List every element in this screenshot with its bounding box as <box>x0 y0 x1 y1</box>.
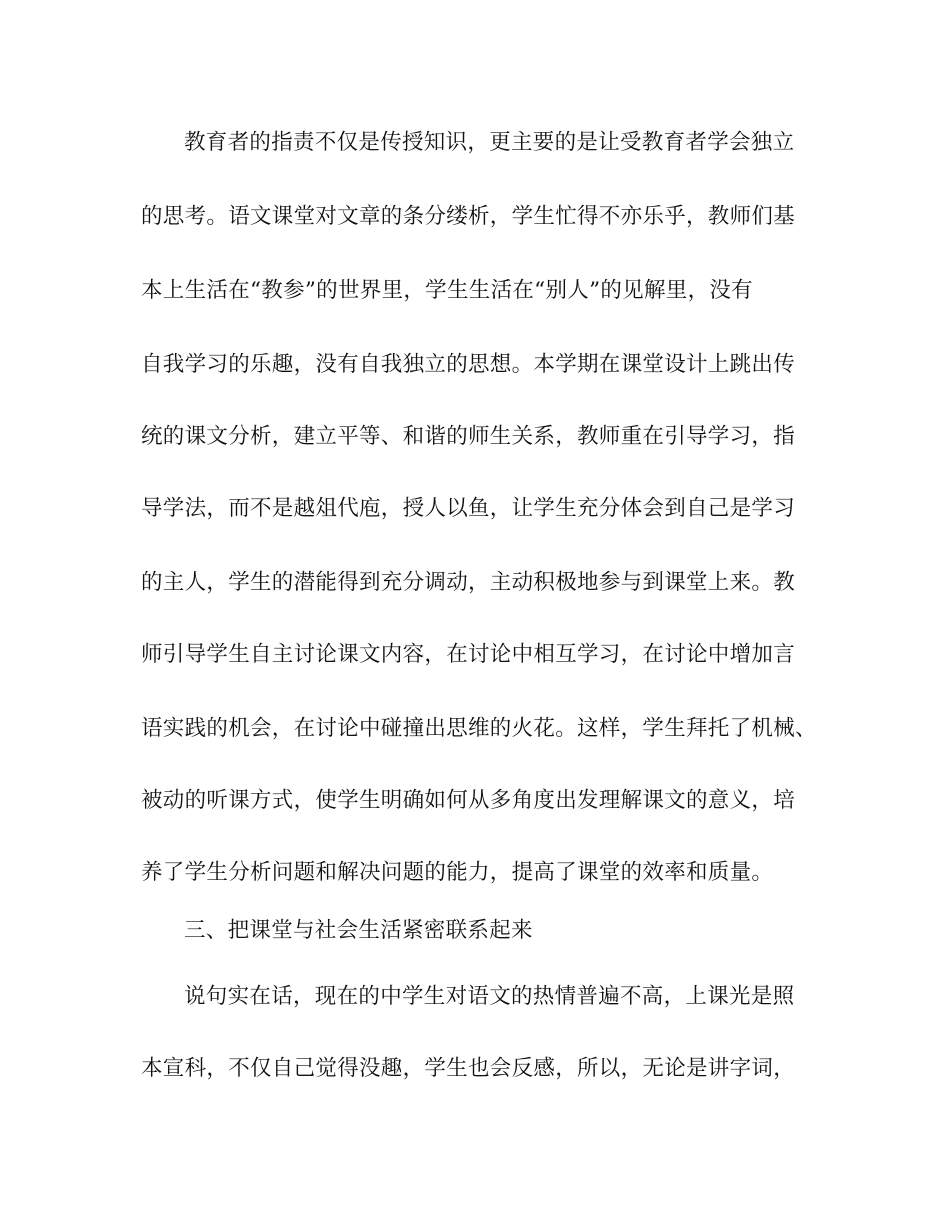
paragraph-line: 师引导学生自主讨论课文内容，在讨论中相互学习，在讨论中增加言 <box>141 642 796 667</box>
paragraph-line: 被动的听课方式，使学生明确如何从多角度出发理解课文的意义，培 <box>141 788 796 813</box>
paragraph-line: 本宣科，不仅自己觉得没趣，学生也会反感，所以，无论是讲字词， <box>141 1056 796 1081</box>
paragraph-line: 的主人，学生的潜能得到充分调动，主动积极地参与到课堂上来。教 <box>141 570 796 595</box>
paragraph-line: 本上生活在“教参”的世界里，学生生活在“别人”的见解里，没有 <box>141 278 753 303</box>
paragraph-line: 语实践的机会，在讨论中碰撞出思维的火花。这样，学生拜托了机械、 <box>141 716 817 741</box>
paragraph-line: 教育者的指责不仅是传授知识，更主要的是让受教育者学会独立 <box>184 130 795 155</box>
paragraph-line: 的思考。语文课堂对文章的条分缕析，学生忙得不亦乐乎，教师们基 <box>141 204 796 229</box>
paragraph-line: 养了学生分析问题和解决问题的能力，提高了课堂的效率和质量。 <box>141 860 774 885</box>
paragraph-line: 说句实在话，现在的中学生对语文的热情普遍不高，上课光是照 <box>184 984 795 1009</box>
section-heading: 三、把课堂与社会生活紧密联系起来 <box>184 918 533 943</box>
paragraph-line: 导学法，而不是越俎代庖，授人以鱼，让学生充分体会到自己是学习 <box>141 496 796 521</box>
paragraph-line: 自我学习的乐趣，没有自我独立的思想。本学期在课堂设计上跳出传 <box>141 352 796 377</box>
paragraph-line: 统的课文分析，建立平等、和谐的师生关系，教师重在引导学习，指 <box>141 424 796 449</box>
